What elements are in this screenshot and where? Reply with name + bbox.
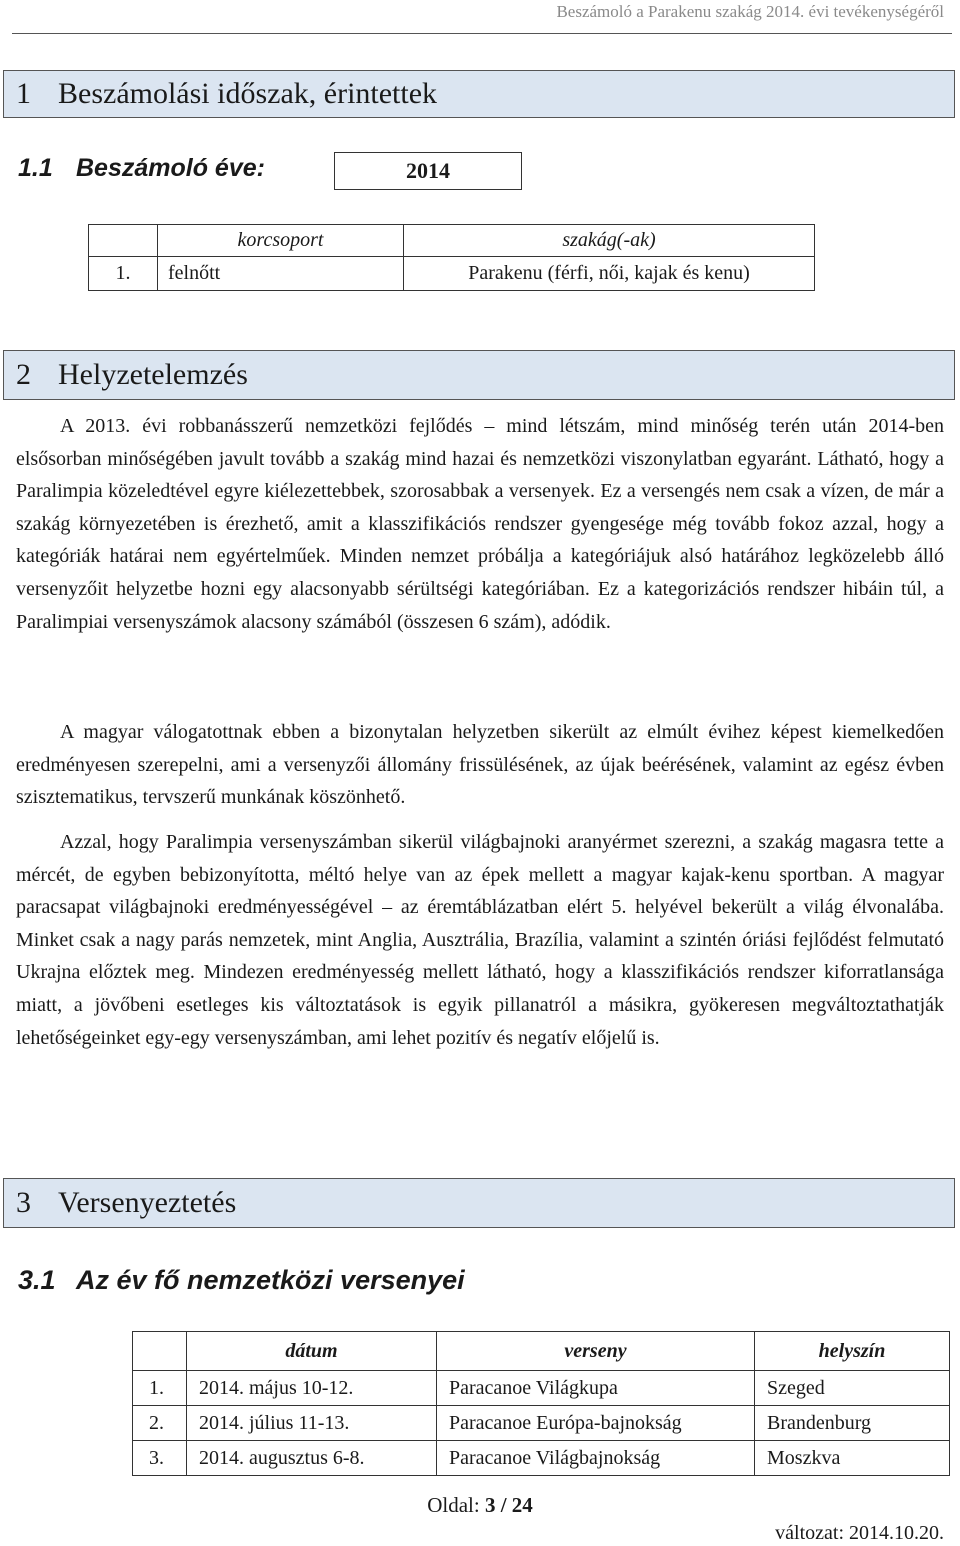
report-year-box: 2014 bbox=[334, 152, 522, 190]
table-header-row bbox=[89, 225, 815, 257]
subsection-title: Az év fő nemzetközi versenyei bbox=[76, 1265, 465, 1295]
table-header-cell: dátum bbox=[187, 1332, 437, 1371]
page-label: Oldal: bbox=[427, 1493, 480, 1517]
table-cell: 2. bbox=[133, 1406, 187, 1441]
subsection-title: Beszámoló éve: bbox=[76, 154, 265, 182]
running-header: Beszámoló a Parakenu szakág 2014. évi tevékenységéről bbox=[556, 2, 944, 21]
table-header-cell bbox=[133, 1332, 187, 1371]
age-group-table bbox=[88, 224, 815, 291]
section-number: 1 bbox=[16, 77, 31, 110]
table-cell: Parakenu (férfi, női, kajak és kenu) bbox=[404, 257, 815, 291]
section-number: 2 bbox=[16, 358, 31, 391]
section-number: 3 bbox=[16, 1186, 31, 1219]
table-header-cell bbox=[89, 225, 158, 257]
table-cell: Paracanoe Világkupa bbox=[437, 1371, 755, 1406]
page-total: 24 bbox=[511, 1493, 533, 1517]
table-header-cell: szakág(-ak) bbox=[404, 225, 815, 257]
table-header-cell: verseny bbox=[437, 1332, 755, 1371]
table-cell: 2014. augusztus 6-8. bbox=[187, 1441, 437, 1476]
table-cell: felnőtt bbox=[158, 257, 404, 291]
table-header-row bbox=[133, 1332, 950, 1371]
table-row bbox=[133, 1441, 950, 1476]
table-cell: Paracanoe Európa-bajnokság bbox=[437, 1406, 755, 1441]
analysis-text bbox=[16, 410, 944, 638]
table-cell: Paracanoe Világbajnokság bbox=[437, 1441, 755, 1476]
page-number bbox=[0, 1493, 960, 1518]
table-cell: 3. bbox=[133, 1441, 187, 1476]
section-title: Helyzetelemzés bbox=[58, 358, 248, 391]
table-row bbox=[89, 257, 815, 291]
table-cell: Szeged bbox=[755, 1371, 950, 1406]
table-cell: Brandenburg bbox=[755, 1406, 950, 1441]
subsection-3-1-heading bbox=[18, 1265, 465, 1296]
table-row bbox=[133, 1371, 950, 1406]
header-divider bbox=[12, 33, 952, 34]
table-cell: 2014. május 10-12. bbox=[187, 1371, 437, 1406]
paragraph: A 2013. évi robbanásszerű nemzetközi fejlődés – mind létszám, mind minőség terén után 2014-ben elsősorban minőségében javult tovább a szakág mind hazai és nemzetközi viszonylatban egyaránt. Látható, hogy a Paralimpia közeledtével egyre kiélezettebbek, szorosabbak a versenyek. Ez a versengés nem csak a vízen, de már a szakág környezetében is érezhető, amit a klasszifikációs rendszer gyengesége még tovább fokoz azzal, hogy a kategóriák határai nem egyértelműek. Minden nemzet próbálja a kategóriájuk alsó határához legközelebb álló versenyzőit helyzetbe hozni egy alacsonyabb sérültségi kategóriában. Ez a kategorizációs rendszer hibáin túl, a Paralimpiai versenyszámok alacsony számából (összesen 6 szám), adódik. bbox=[16, 415, 944, 633]
paragraph: A magyar válogatottnak ebben a bizonytalan helyzetben sikerült az elmúlt évihez képest kiemelkedően eredményesen szerepelni, ami a versenyzői állomány frissülésének, az újak beérésének, valamint az egész évben szisztematikus, tervszerű munkának köszönhető. bbox=[16, 721, 944, 809]
table-header-cell: helyszín bbox=[755, 1332, 950, 1371]
table-cell: 1. bbox=[133, 1371, 187, 1406]
table-row bbox=[133, 1406, 950, 1441]
document-version: változat: 2014.10.20. bbox=[775, 1522, 944, 1544]
table-cell: Moszkva bbox=[755, 1441, 950, 1476]
table-header-cell: korcsoport bbox=[158, 225, 404, 257]
section-2-heading bbox=[3, 350, 955, 400]
section-title: Versenyeztetés bbox=[58, 1186, 237, 1219]
competitions-table bbox=[132, 1331, 950, 1476]
section-3-heading bbox=[3, 1178, 955, 1228]
table-cell: 1. bbox=[89, 257, 158, 291]
subsection-number: 3.1 bbox=[18, 1265, 56, 1295]
subsection-number: 1.1 bbox=[18, 154, 53, 182]
section-title: Beszámolási időszak, érintettek bbox=[58, 77, 438, 110]
paragraph: Azzal, hogy Paralimpia versenyszámban sikerül világbajnoki aranyérmet szerezni, a szakág magasra tette a mércét, de egyben bebizonyította, méltó helye van az épek mellett a magyar kajak-kenu sportban. A magyar paracsapat világbajnoki eredményességével – az éremtáblázatban elért 5. helyével bekerült a világ élvonalába. Minket csak a nagy parás nemzetek, mint Anglia, Ausztrália, Brazília, valamint a szintén óriási fejlődést felmutató Ukrajna előztek meg. Mindezen eredményesség mellett látható, hogy a klasszifikációs rendszer kiforratlansága miatt, a jövőbeni esetleges kis változtatások is egyik pillanatról a másikra, gyökeresen megváltoztathatják lehetőségeinket egy-egy versenyszámban, ami lehet pozitív és negatív előjelű is. bbox=[16, 831, 944, 1049]
analysis-text bbox=[16, 716, 944, 814]
page-current: 3 bbox=[484, 1493, 496, 1517]
subsection-1-1-heading bbox=[18, 154, 265, 183]
table-cell: 2014. július 11-13. bbox=[187, 1406, 437, 1441]
section-1-heading bbox=[3, 70, 955, 118]
analysis-text bbox=[16, 826, 944, 1054]
page-separator: / bbox=[500, 1493, 507, 1517]
